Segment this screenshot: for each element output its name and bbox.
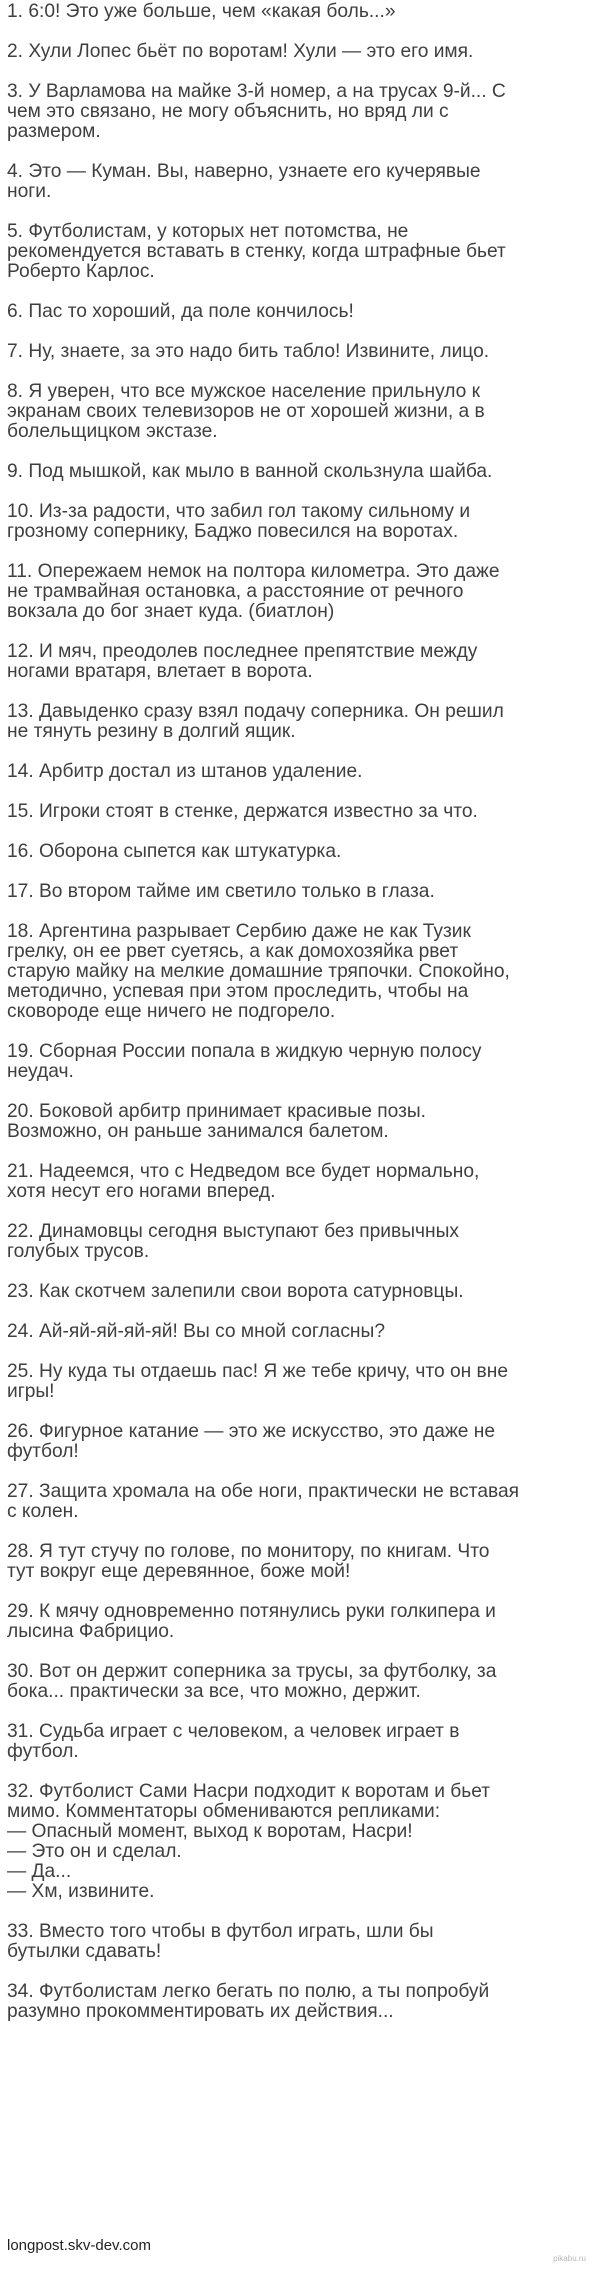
quote-line: 31. Судьба играет с человеком, а человек играет в [7, 1721, 460, 1742]
quote-line: 28. Я тут стучу по голове, по монитору, по книгам. Что [7, 1541, 490, 1562]
quote-line: чем это связано, не могу объяснить, но вряд ли с [7, 101, 449, 122]
quote-item [7, 1282, 593, 1302]
quote-line: — Опасный момент, выход к воротам, Насри! [7, 1821, 413, 1842]
quote-line: неудач. [7, 1061, 74, 1082]
quote-item [7, 922, 593, 1022]
quote-line: 6. Пас то хороший, да поле кончилось! [7, 301, 354, 322]
quote-line: с колен. [7, 1501, 79, 1522]
quote-line: голубых трусов. [7, 1241, 150, 1262]
quote-line: рекомендуется вставать в стенку, когда штрафные бьет [7, 241, 506, 262]
quote-line: — Хм, извините. [7, 1881, 155, 1902]
quote-line: — Да... [7, 1861, 72, 1882]
quote-line: не трамвайная остановка, а расстояние от речного [7, 581, 464, 602]
quote-line: Возможно, он раньше занимался балетом. [7, 1121, 389, 1142]
quote-line: 29. К мячу одновременно потянулись руки голкипера и [7, 1601, 496, 1622]
quote-line: лысина Фабрицио. [7, 1621, 175, 1642]
quote-line: мимо. Комментаторы обмениваются репликами: [7, 1801, 441, 1822]
quote-line: 22. Динамовцы сегодня выступают без привычных [7, 1221, 459, 1242]
quote-line: тут вокруг еще деревянное, боже мой! [7, 1561, 351, 1582]
quote-item [7, 882, 593, 902]
quote-line: болельщицком экстазе. [7, 421, 218, 442]
quote-line: 25. Ну куда ты отдаешь пас! Я же тебе кричу, что он вне [7, 1361, 509, 1382]
quote-line: 27. Защита хромала на обе ноги, практически не вставая [7, 1481, 520, 1502]
quote-line: методично, успевая при этом проследить, чтобы на [7, 981, 469, 1002]
quote-line: — Это он и сделал. [7, 1841, 182, 1862]
quote-line: 10. Из-за радости, что забил гол такому сильному и [7, 501, 471, 522]
quote-item [7, 1542, 593, 1582]
quote-line: 32. Футболист Сами Насри подходит к воротам и бьет [7, 1781, 491, 1802]
quote-line: 7. Ну, знаете, за это надо бить табло! Извините, лицо. [7, 341, 490, 362]
quote-line: 17. Во втором тайме им светило только в глаза. [7, 881, 435, 902]
quote-item [7, 342, 593, 362]
quote-item [7, 462, 593, 482]
quote-line: 9. Под мышкой, как мыло в ванной скользнула шайба. [7, 461, 493, 482]
quote-line: 34. Футболистам легко бегать по полю, а ты попробуй [7, 1981, 490, 2002]
quote-line: 30. Вот он держит соперника за трусы, за футболку, за [7, 1661, 497, 1682]
quote-line: 4. Это — Куман. Вы, наверно, узнаете его кучерявые [7, 161, 481, 182]
quote-item [7, 82, 593, 142]
quote-item [7, 762, 593, 782]
quote-item [7, 222, 593, 282]
quote-item [7, 162, 593, 202]
quote-line: игры! [7, 1381, 55, 1402]
quote-line: 3. У Варламова на майке 3-й номер, а на трусах 9-й... С [7, 81, 506, 102]
quote-line: 26. Фигурное катание — это же искусство, это даже не [7, 1421, 496, 1442]
quote-item [7, 1042, 593, 1082]
quote-line: 5. Футболистам, у которых нет потомства, не [7, 221, 409, 242]
quote-item [7, 1422, 593, 1462]
quote-line: размером. [7, 121, 101, 142]
quote-line: 15. Игроки стоят в стенке, держатся известно за что. [7, 801, 478, 822]
quote-item [7, 1102, 593, 1142]
quote-line: сковороде еще ничего не подгорело. [7, 1001, 336, 1022]
quote-line: 23. Как скотчем залепили свои ворота сатурновцы. [7, 1281, 464, 1302]
quote-line: Роберто Карлос. [7, 261, 155, 282]
quote-line: 20. Боковой арбитр принимает красивые позы. [7, 1101, 426, 1122]
quote-item [7, 1482, 593, 1522]
quote-item [7, 562, 593, 622]
quote-line: 13. Давыденко сразу взял подачу соперника. Он решил [7, 701, 504, 722]
quote-line: ноги. [7, 181, 52, 202]
quote-line: не тянуть резину в долгий ящик. [7, 721, 296, 742]
quote-item [7, 502, 593, 542]
quote-line: 24. Ай-яй-яй-яй-яй! Вы со мной согласны? [7, 1321, 385, 1342]
quote-line: бутылки сдавать! [7, 1941, 162, 1962]
quote-item [7, 1322, 593, 1342]
quote-line: 33. Вместо того чтобы в футбол играть, шли бы [7, 1921, 434, 1942]
quote-line: экранам своих телевизоров не от хорошей жизни, а в [7, 401, 485, 422]
quote-line: футбол. [7, 1741, 79, 1762]
quote-item [7, 1782, 593, 1902]
quote-item [7, 42, 593, 62]
quote-item [7, 1362, 593, 1402]
quote-line: 18. Аргентина разрывает Сербию даже не как Тузик [7, 921, 471, 942]
quote-item [7, 1602, 593, 1642]
quote-line: вокзала до бог знает куда. (биатлон) [7, 601, 335, 622]
quote-item [7, 1982, 593, 2022]
quote-line: ногами вратаря, влетает в ворота. [7, 661, 313, 682]
quote-line: 21. Надеемся, что с Недведом все будет нормально, [7, 1161, 480, 1182]
quote-line: 16. Оборона сыпется как штукатурка. [7, 841, 342, 862]
quote-line: 12. И мяч, преодолев последнее препятствие между [7, 641, 478, 662]
quote-item [7, 302, 593, 322]
quote-list [7, 2, 593, 2042]
quote-item [7, 1222, 593, 1262]
quote-line: 14. Арбитр достал из штанов удаление. [7, 761, 363, 782]
quote-item [7, 802, 593, 822]
quote-item [7, 1162, 593, 1202]
source-caption: longpost.skv-dev.com [7, 2237, 151, 2254]
quote-line: футбол! [7, 1441, 79, 1462]
watermark: pikabu.ru [553, 2254, 586, 2263]
quote-line: хотя несут его ногами вперед. [7, 1181, 276, 1202]
quote-line: старую майку на мелкие домашние тряпочки. Спокойно, [7, 961, 510, 982]
quote-line: грелку, он ее рвет суетясь, а как домохозяйка рвет [7, 941, 459, 962]
quote-item [7, 1662, 593, 1702]
quote-item [7, 642, 593, 682]
quote-line: 2. Хули Лопес бьёт по воротам! Хули — это его имя. [7, 41, 474, 62]
quote-item [7, 1722, 593, 1762]
quote-item [7, 702, 593, 742]
quote-line: 8. Я уверен, что все мужское население прильнуло к [7, 381, 481, 402]
quote-item [7, 2, 593, 22]
quote-line: 19. Сборная России попала в жидкую черную полосу [7, 1041, 482, 1062]
quote-item [7, 842, 593, 862]
quote-line: разумно прокомментировать их действия... [7, 2001, 394, 2022]
quote-item [7, 382, 593, 442]
quote-line: грозному сопернику, Баджо повесился на воротах. [7, 521, 459, 542]
quote-line: бока... практически за все, что можно, держит. [7, 1681, 421, 1702]
quote-line: 11. Опережаем немок на полтора километра. Это даже [7, 561, 500, 582]
quote-line: 1. 6:0! Это уже больше, чем «какая боль...» [7, 1, 396, 22]
quote-item [7, 1922, 593, 1962]
